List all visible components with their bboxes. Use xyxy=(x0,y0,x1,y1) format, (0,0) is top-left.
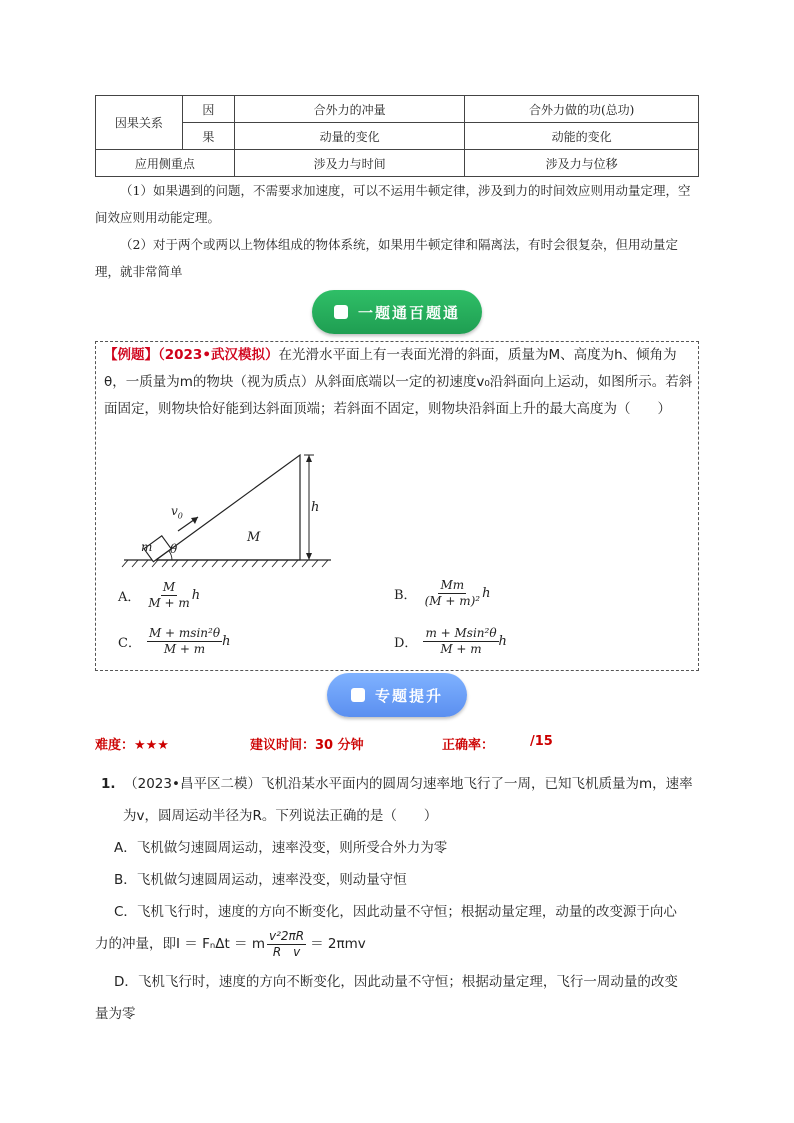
suggested-time: 建议时间：30 分钟 xyxy=(250,738,364,753)
accuracy-total: /15 xyxy=(530,734,553,749)
table-cell: 动量的变化 xyxy=(234,123,465,150)
example-box xyxy=(95,341,699,671)
section-label: 一题通百题通 xyxy=(357,303,460,322)
table-cell: 动能的变化 xyxy=(465,123,699,150)
option-d[interactable]: D． $\frac{\text{m + Msin²θ}}{M + m}$ h xyxy=(394,626,507,656)
comparison-table xyxy=(95,95,699,177)
q1-option-d[interactable]: D．飞机飞行时，速度的方向不断变化，因此动量不守恒；根据动量定理，飞行一周动量的改变 xyxy=(114,974,678,990)
note-1: （1）如果遇到的问题，不需要求加速度，可以不运用牛顿定律，涉及到力的时间效应则用动量定理，空间效应则用动能定理。 xyxy=(95,183,691,225)
label-h: h xyxy=(311,500,320,515)
option-b[interactable]: B． $\frac{Mm}{\text{(M + m)²}}$ h xyxy=(394,578,491,608)
accuracy-label: 正确率： xyxy=(442,738,495,753)
label-v0: $v_0$ xyxy=(171,504,183,521)
q1-option-c-cont[interactable]: 力的冲量，即I ＝ FₙΔt ＝ m $\frac{\text{v²2πR}}{\text{R v}}$ ＝ 2πmv xyxy=(95,928,366,959)
question-1 xyxy=(95,768,705,832)
chart-icon xyxy=(351,688,365,702)
label-m: m xyxy=(141,540,153,554)
table-cell: 涉及力与位移 xyxy=(465,150,699,177)
section-header-example xyxy=(312,290,482,334)
q1-option-a[interactable]: A．飞机做匀速圆周运动，速率没变，则所受合外力为零 xyxy=(114,840,448,856)
table-cell: 因 xyxy=(182,96,234,123)
table-cell: 应用侧重点 xyxy=(96,150,235,177)
table-cell: 果 xyxy=(182,123,234,150)
incline-figure xyxy=(116,447,376,572)
table-cell: 合外力做的功(总功) xyxy=(465,96,699,123)
table-row xyxy=(96,123,699,150)
table-row xyxy=(96,96,699,123)
option-a[interactable]: A． $\frac{M}{M + m}$ h xyxy=(118,580,201,610)
example-stem: 在光滑水平面上有一表面光滑的斜面，质量为M、高度为h、倾角为θ，一质量为m的物块（视为质点）从斜面底端以一定的初速度v₀沿斜面向上运动，如图所示。若斜面固定，则物块恰好能到达斜面顶端；若斜面不固定，则物块沿斜面上升的最大高度为（ ） xyxy=(104,347,693,417)
option-c[interactable]: C． $\frac{\text{M + msin²θ}}{M + m}$ h xyxy=(118,626,231,656)
label-M: M xyxy=(247,530,261,545)
label-theta: θ xyxy=(170,542,178,556)
section-label: 专题提升 xyxy=(374,686,443,705)
table-cell: 因果关系 xyxy=(96,96,183,150)
section-header-practice xyxy=(327,673,467,717)
question-number: 1. xyxy=(101,776,116,792)
example-text xyxy=(104,342,694,423)
note-2: （2）对于两个或两以上物体组成的物体系统，如果用牛顿定律和隔离法，有时会很复杂，但用动量定理，就非常简单 xyxy=(95,237,678,279)
table-row xyxy=(96,150,699,177)
question-stem: （2023•昌平区二模）飞机沿某水平面内的圆周匀速率地飞行了一周，已知飞机质量为m，速率为v，圆周运动半径为R。下列说法正确的是（ ） xyxy=(123,776,693,824)
q1-option-b[interactable]: B．飞机做匀速圆周运动，速率没变，则动量守恒 xyxy=(114,872,407,888)
table-cell: 合外力的冲量 xyxy=(234,96,465,123)
difficulty: 难度：★★★ xyxy=(95,738,169,753)
q1-option-d-cont[interactable]: 量为零 xyxy=(95,1006,136,1022)
table-cell: 涉及力与时间 xyxy=(234,150,465,177)
q1-option-c[interactable]: C．飞机飞行时，速度的方向不断变化，因此动量不守恒；根据动量定理，动量的改变源于向心 xyxy=(114,904,677,920)
book-icon xyxy=(334,305,348,319)
example-tag: 【例题】（2023•武汉模拟） xyxy=(104,347,279,363)
